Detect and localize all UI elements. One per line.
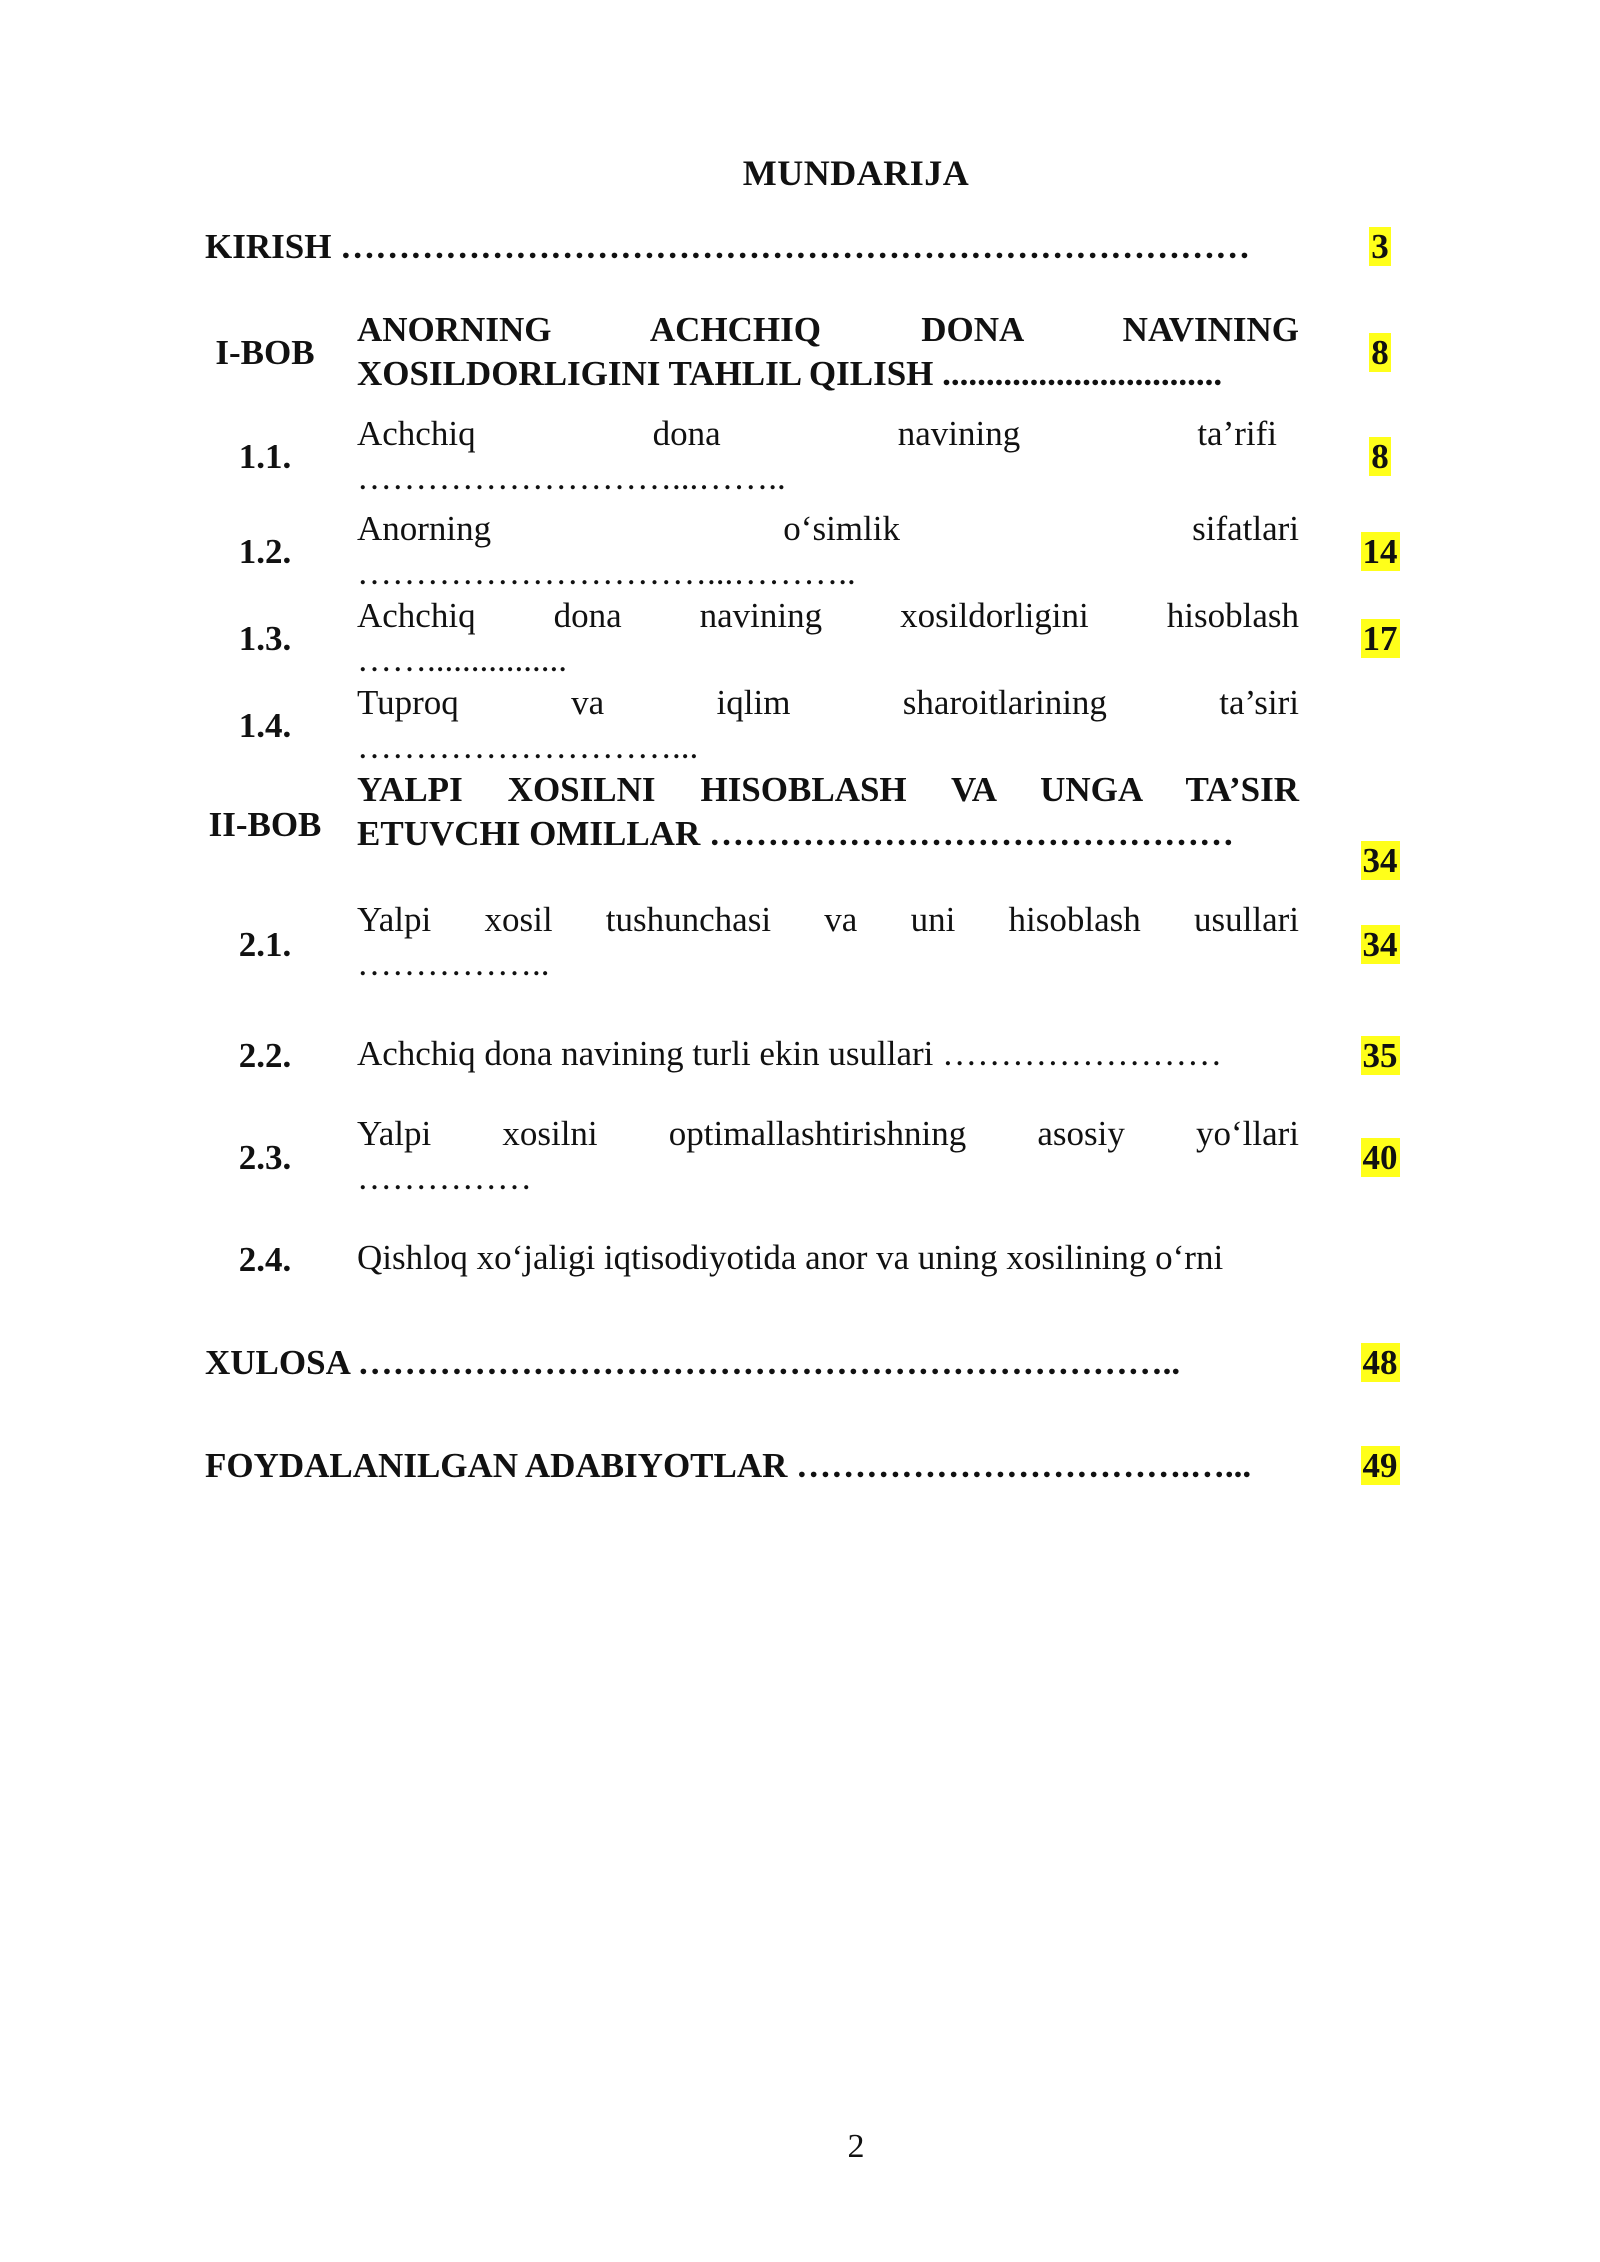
toc-entry-2-2: Achchiq dona navining turli ekin usullari …………………… <box>357 1034 1223 1073</box>
toc-entry-1-3-line2: ……................ <box>357 640 567 679</box>
toc-entry-kirish: KIRISH …………………………………………………………………… <box>205 227 1251 266</box>
toc-page-bob1: 8 <box>1371 333 1389 372</box>
toc-page-1-3: 17 <box>1362 619 1398 658</box>
toc-num-1-4: 1.4. <box>238 706 292 745</box>
toc-entry-bob2-line2: ETUVCHI OMILLAR ……………………………………… <box>357 814 1234 853</box>
page-number: 2 <box>847 2128 865 2165</box>
toc-entry-bob2 <box>357 768 1299 856</box>
toc-num-1-2: 1.2. <box>238 532 292 571</box>
toc-entry-2-3-line1: Yalpi xosilni optimallashtirishning asosiy yo‘llari <box>357 1114 1299 1153</box>
toc-entry-1-3-line1: Achchiq dona navining xosildorligini hisoblash <box>357 596 1299 635</box>
toc-entry-1-2-line2: …………………………...……….. <box>357 553 856 592</box>
toc-num-2-1: 2.1. <box>238 925 292 964</box>
toc-entry-2-1-line1: Yalpi xosil tushunchasi va uni hisoblash usullari <box>357 900 1299 939</box>
toc-num-2-4: 2.4. <box>238 1240 292 1279</box>
toc-page-kirish: 3 <box>1371 227 1389 266</box>
toc-page-1-1: 8 <box>1371 437 1389 476</box>
toc-entry-1-2-line1: Anorning o‘simlik sifatlari <box>357 509 1299 548</box>
toc-page-bob2: 34 <box>1362 841 1398 880</box>
toc-page-2-3: 40 <box>1362 1138 1398 1177</box>
toc-entry-1-2 <box>357 507 1299 595</box>
toc-page-xulosa: 48 <box>1362 1343 1398 1382</box>
toc-page-2-1: 34 <box>1362 925 1398 964</box>
toc-entry-bob1-line1: ANORNING ACHCHIQ DONA NAVINING <box>357 310 1299 349</box>
toc-entry-1-4-line1: Tuproq va iqlim sharoitlarining ta’siri <box>357 683 1299 722</box>
toc-entry-1-1-line1: Achchiq dona navining ta’rifi <box>357 414 1277 453</box>
toc-entry-1-3 <box>357 594 1299 682</box>
toc-num-2-3: 2.3. <box>238 1138 292 1177</box>
toc-entry-xulosa: XULOSA …………………………………………………………….. <box>205 1343 1181 1382</box>
toc-entry-1-4-line2: ………………………... <box>357 727 699 766</box>
toc-page-adabiyotlar: 49 <box>1362 1446 1398 1485</box>
page-title: MUNDARIJA <box>742 153 970 193</box>
toc-entry-adabiyotlar: FOYDALANILGAN ADABIYOTLAR …………………………….…... <box>205 1446 1252 1485</box>
toc-entry-bob1 <box>357 308 1299 396</box>
toc-entry-bob1-line2: XOSILDORLIGINI TAHLIL QILISH ................................ <box>357 354 1223 393</box>
toc-entry-1-4 <box>357 681 1299 769</box>
toc-num-1-1: 1.1. <box>238 437 292 476</box>
toc-entry-bob2-line1: YALPI XOSILNI HISOBLASH VA UNGA TA’SIR <box>357 770 1299 809</box>
toc-num-1-3: 1.3. <box>238 619 292 658</box>
toc-entry-2-4: Qishloq xo‘jaligi iqtisodiyotida anor va uning xosilining o‘rni <box>357 1238 1224 1277</box>
toc-num-bob2: II-BOB <box>208 805 322 844</box>
toc-entry-2-1-line2: …………….. <box>357 944 550 983</box>
toc-entry-2-3 <box>357 1112 1299 1200</box>
toc-entry-1-1 <box>357 412 1277 500</box>
toc-page-1-2: 14 <box>1362 532 1398 571</box>
toc-entry-2-1 <box>357 898 1299 986</box>
toc-num-bob1: I-BOB <box>215 333 315 372</box>
toc-entry-1-1-line2: ………………………...…….. <box>357 458 786 497</box>
toc-num-2-2: 2.2. <box>238 1036 292 1075</box>
toc-page-2-2: 35 <box>1362 1036 1398 1075</box>
toc-entry-2-3-line2: …………… <box>357 1158 532 1197</box>
